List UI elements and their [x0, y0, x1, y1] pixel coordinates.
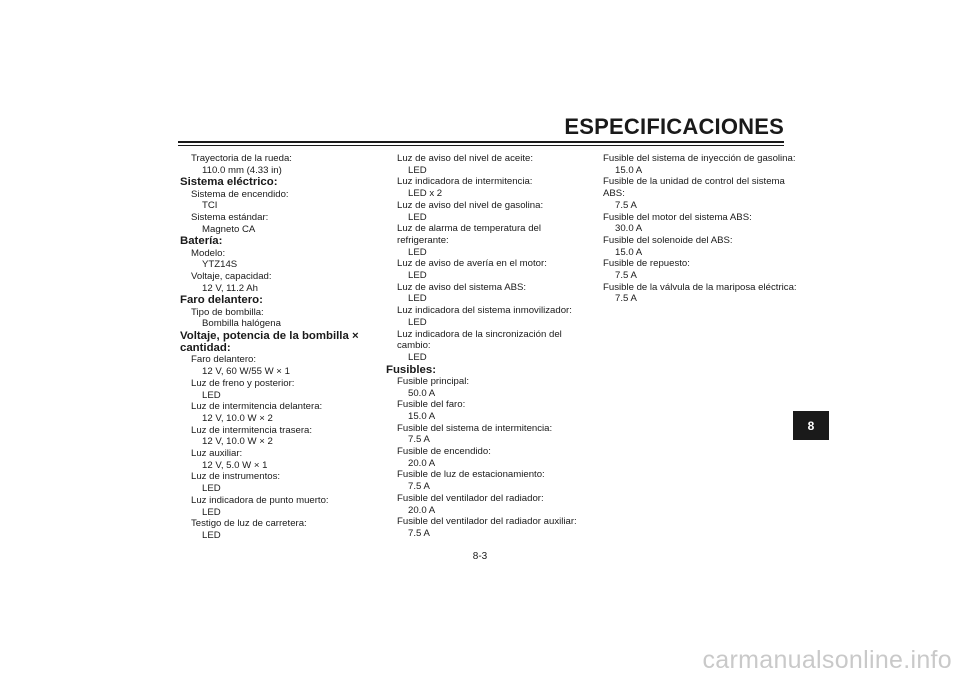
- spec-label: Luz de intermitencia delantera:: [191, 401, 323, 413]
- spec-value: LED: [202, 483, 221, 495]
- spec-label: Fusible del sistema de inyección de gasolina:: [603, 153, 796, 164]
- spec-value: YTZ14S: [202, 259, 238, 271]
- spec-value: 7.5 A: [408, 481, 430, 493]
- spec-value: 12 V, 10.0 W × 2: [202, 412, 273, 424]
- chapter-tab: 8: [793, 411, 829, 440]
- spec-label: Luz indicadora del sistema inmovilizador:: [397, 305, 572, 317]
- spec-label: Luz auxiliar:: [191, 448, 243, 460]
- section-heading: Fusibles:: [386, 363, 437, 376]
- spec-value: LED: [408, 293, 427, 305]
- spec-label: Fusible del ventilador del radiador:: [397, 492, 544, 504]
- spec-value: 50.0 A: [408, 387, 436, 399]
- spec-column-1: [180, 153, 359, 542]
- spec-value: 20.0 A: [408, 457, 436, 469]
- spec-label: ABS:: [603, 188, 625, 200]
- spec-value: 110.0 mm (4.33 in): [202, 164, 282, 176]
- spec-label: Luz indicadora de punto muerto:: [191, 494, 329, 506]
- spec-label: Fusible del ventilador del radiador auxiliar:: [397, 516, 577, 528]
- spec-label: Luz de alarma de temperatura del: [397, 223, 541, 235]
- spec-value: Bombilla halógena: [202, 318, 281, 330]
- spec-value: 12 V, 10.0 W × 2: [202, 436, 273, 448]
- spec-label: Fusible del solenoide del ABS:: [603, 234, 733, 246]
- spec-value: LED: [408, 351, 427, 363]
- spec-label: Luz de freno y posterior:: [191, 377, 295, 389]
- spec-label: Fusible de encendido:: [397, 446, 491, 458]
- spec-label: cambio:: [397, 340, 431, 352]
- spec-value: LED: [202, 389, 221, 401]
- spec-value: 15.0 A: [615, 246, 643, 258]
- spec-label: Sistema estándar:: [191, 212, 269, 224]
- spec-label: Fusible de la unidad de control del sistema: [603, 176, 785, 188]
- spec-value: 7.5 A: [408, 528, 430, 539]
- spec-label: Luz indicadora de intermitencia:: [397, 176, 533, 188]
- spec-label: Luz de aviso del sistema ABS:: [397, 281, 527, 293]
- spec-label: Fusible de la válvula de la mariposa eléctrica:: [603, 281, 797, 293]
- spec-value: Magneto CA: [202, 223, 256, 235]
- section-heading: Faro delantero:: [180, 294, 263, 307]
- spec-label: Trayectoria de la rueda:: [191, 153, 292, 164]
- spec-label: Luz de intermitencia trasera:: [191, 424, 313, 436]
- spec-label: Luz de aviso de avería en el motor:: [397, 258, 547, 270]
- spec-value: TCI: [202, 200, 218, 212]
- spec-label: Fusible de luz de estacionamiento:: [397, 469, 545, 481]
- spec-label: Tipo de bombilla:: [191, 306, 264, 318]
- spec-value: LED: [408, 164, 427, 176]
- spec-label: Fusible de repuesto:: [603, 258, 690, 270]
- spec-label: Testigo de luz de carretera:: [191, 518, 307, 530]
- watermark: carmanualsonline.info: [702, 646, 952, 674]
- spec-value: LED: [202, 530, 221, 541]
- spec-label: Voltaje, capacidad:: [191, 271, 272, 283]
- spec-value: 30.0 A: [615, 223, 643, 235]
- header-rule-thick: [178, 141, 784, 143]
- section-heading: Voltaje, potencia de la bombilla ×: [180, 330, 359, 343]
- section-heading: cantidad:: [180, 342, 231, 355]
- spec-label: Luz de aviso del nivel de gasolina:: [397, 199, 544, 211]
- spec-value: LED: [408, 270, 427, 282]
- spec-value: 15.0 A: [615, 164, 643, 176]
- spec-value: LED x 2: [408, 188, 443, 200]
- spec-column-2: [386, 153, 577, 540]
- spec-label: Fusible del motor del sistema ABS:: [603, 211, 752, 223]
- spec-label: Sistema de encendido:: [191, 188, 289, 200]
- spec-label: refrigerante:: [397, 234, 449, 246]
- spec-value: 15.0 A: [408, 410, 436, 422]
- spec-value: 20.0 A: [408, 504, 436, 516]
- spec-value: 12 V, 60 W/55 W × 1: [202, 366, 290, 378]
- section-heading: Sistema eléctrico:: [180, 176, 278, 189]
- spec-label: Modelo:: [191, 247, 226, 259]
- spec-value: LED: [408, 246, 427, 258]
- spec-label: Faro delantero:: [191, 354, 257, 366]
- spec-value: 7.5 A: [408, 434, 430, 446]
- spec-label: Fusible del faro:: [397, 399, 466, 411]
- spec-label: Luz de aviso del nivel de aceite:: [397, 153, 533, 164]
- header-rule-thin: [178, 145, 784, 146]
- page-number: 8-3: [472, 551, 488, 562]
- section-heading: Batería:: [180, 235, 223, 248]
- spec-label: Luz indicadora de la sincronización del: [397, 328, 562, 340]
- spec-value: LED: [408, 211, 427, 223]
- spec-value: 7.5 A: [615, 199, 637, 211]
- spec-value: 7.5 A: [615, 270, 637, 282]
- spec-column-3: [592, 153, 797, 305]
- spec-label: Fusible principal:: [397, 375, 469, 387]
- spec-value: LED: [202, 506, 221, 518]
- spec-label: Fusible del sistema de intermitencia:: [397, 422, 553, 434]
- spec-value: LED: [408, 316, 427, 328]
- spec-value: 7.5 A: [615, 293, 637, 305]
- page-title: ESPECIFICACIONES: [564, 114, 784, 139]
- spec-label: Luz de instrumentos:: [191, 471, 281, 483]
- spec-value: 12 V, 5.0 W × 1: [202, 459, 268, 471]
- spec-value: 12 V, 11.2 Ah: [202, 282, 259, 294]
